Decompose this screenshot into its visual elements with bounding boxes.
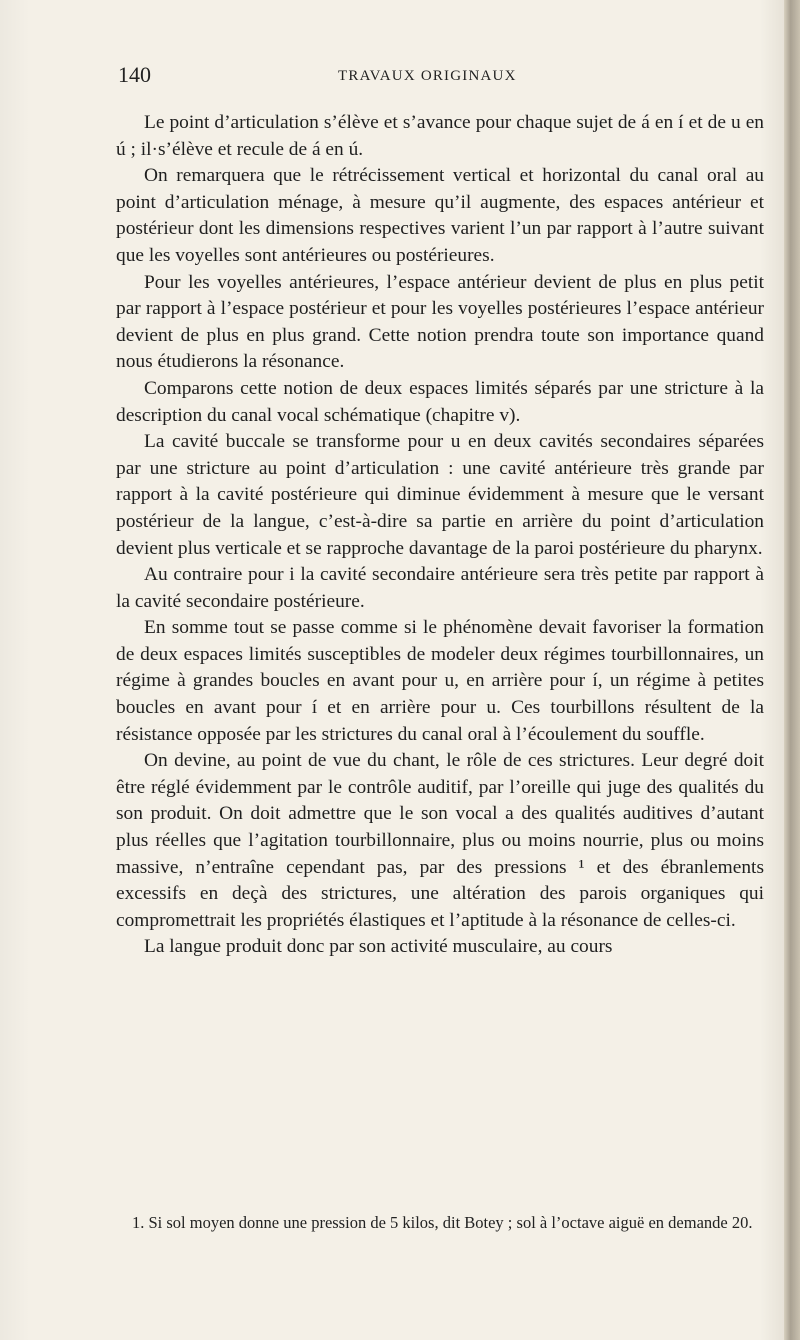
page-number: 140 bbox=[118, 62, 151, 87]
paragraph: On remarquera que le rétrécissement vertical et horizontal du canal oral au point d’articulation ménage, à mesure qu’il augmente, des espaces antérieur et postérieur dont les dimensions respectives varient l’un par rapport à l’autre suivant que les voyelles sont antérieures ou postérieures. bbox=[116, 165, 764, 266]
paragraph: Le point d’articulation s’élève et s’avance pour chaque sujet de á en í et de u en ú ; il·s’élève et recule de á en ú. bbox=[116, 112, 764, 160]
paragraph: La cavité buccale se transforme pour u en deux cavités secondaires séparées par une stricture au point d’articulation : une cavité antérieure très grande par rapport à la cavité postérieure qui diminue évidemment à mesure que le versant postérieur de la langue, c’est-à-dire sa partie en arrière du point d’articulation devient plus verticale et se rapproche davantage de la paroi postérieure du pharynx. bbox=[116, 431, 764, 559]
paragraph: En somme tout se passe comme si le phénomène devait favoriser la formation de deux espaces limités susceptibles de modeler deux régimes tourbillonnaires, un régime à grandes boucles en avant pour u, en arrière pour í, un régime à petites boucles en avant pour í et en arrière pour u. Ces tourbillons résultent de la résistance opposée par les strictures du canal oral à l’écoulement du souffle. bbox=[116, 617, 764, 745]
footnote: 1. Si sol moyen donne une pression de 5 kilos, dit Botey ; sol à l’octave aiguë en demande 20. bbox=[132, 1213, 753, 1232]
body-text bbox=[116, 110, 764, 961]
page-edge-shadow bbox=[784, 0, 800, 1340]
paragraph: Au contraire pour i la cavité secondaire antérieure sera très petite par rapport à la cavité secondaire postérieure. bbox=[116, 564, 764, 612]
paragraph: La langue produit donc par son activité musculaire, au cours bbox=[144, 936, 613, 958]
paragraph: Comparons cette notion de deux espaces limités séparés par une stricture à la description du canal vocal schématique (chapitre v). bbox=[116, 377, 764, 426]
paragraph: Pour les voyelles antérieures, l’espace antérieur devient de plus en plus petit par rapport à l’espace postérieur et pour les voyelles postérieures l’espace antérieur devient de plus en plus grand. Cette notion prendra toute son importance quand nous étudierons la résonance. bbox=[116, 271, 764, 373]
running-head: TRAVAUX ORIGINAUX bbox=[338, 68, 517, 84]
page-header bbox=[118, 62, 758, 92]
paragraph: On devine, au point de vue du chant, le rôle de ces strictures. Leur degré doit être réglé évidemment par le contrôle auditif, par l’oreille qui juge des qualités du son produit. On doit admettre que le son vocal a des qualités auditives d’autant plus réelles que l’agitation tourbillonnaire, plus ou moins nourrie, plus ou moins massive, n’entraîne cependant pas, par des pressions ¹ et des ébranlements excessifs en deçà des strictures, une altération des parois organiques qui compromettrait les propriétés élastiques et l’aptitude à la résonance de celles-ci. bbox=[116, 750, 764, 931]
